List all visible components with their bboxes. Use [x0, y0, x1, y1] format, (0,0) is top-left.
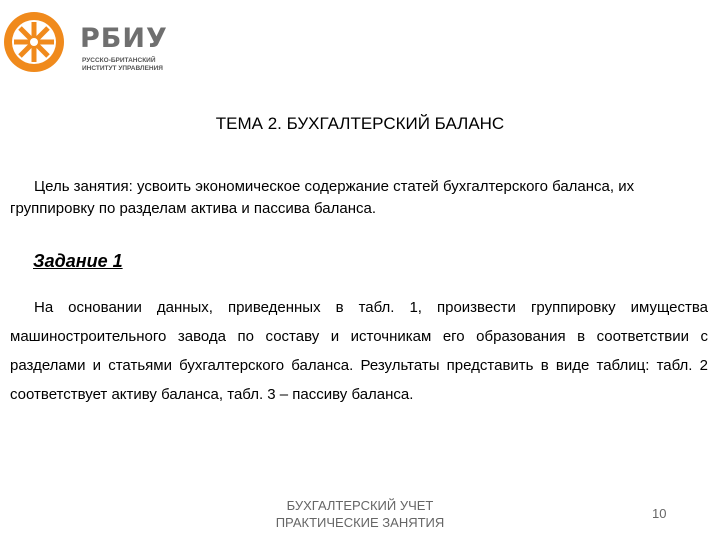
footer-line1: БУХГАЛТЕРСКИЙ УЧЕТ: [286, 498, 434, 513]
footer-line2: ПРАКТИЧЕСКИЕ ЗАНЯТИЯ: [275, 515, 445, 530]
goal-paragraph: Цель занятия: усвоить экономическое содержание статей бухгалтерского баланса, их группировку по разделам актива и пассива баланса.: [10, 178, 635, 217]
logo-emblem-icon: [2, 10, 66, 74]
logo: [2, 10, 202, 74]
footer-caption: [255, 497, 465, 531]
page-number: 10: [652, 506, 667, 521]
page-title: ТЕМА 2. БУХГАЛТЕРСКИЙ БАЛАНС: [215, 114, 505, 133]
logo-subtitle: [82, 57, 202, 73]
task-paragraph: На основании данных, приведенных в табл. 1, произвести группировку имущества машиностроительного завода по составу и источникам его образования в соответствии с разделами и статьями бухгалтерского баланса. Результаты представить в виде таблиц: табл. 2 соответствует активу баланса, табл. 3 – пассиву баланса.: [10, 299, 708, 403]
task-heading: Задание 1: [33, 251, 123, 271]
logo-subtitle-line2: ИНСТИТУТ УПРАВЛЕНИЯ: [82, 65, 163, 72]
logo-subtitle-line1: РУССКО-БРИТАНСКИЙ: [82, 57, 156, 64]
logo-name: РБИУ: [80, 23, 168, 54]
